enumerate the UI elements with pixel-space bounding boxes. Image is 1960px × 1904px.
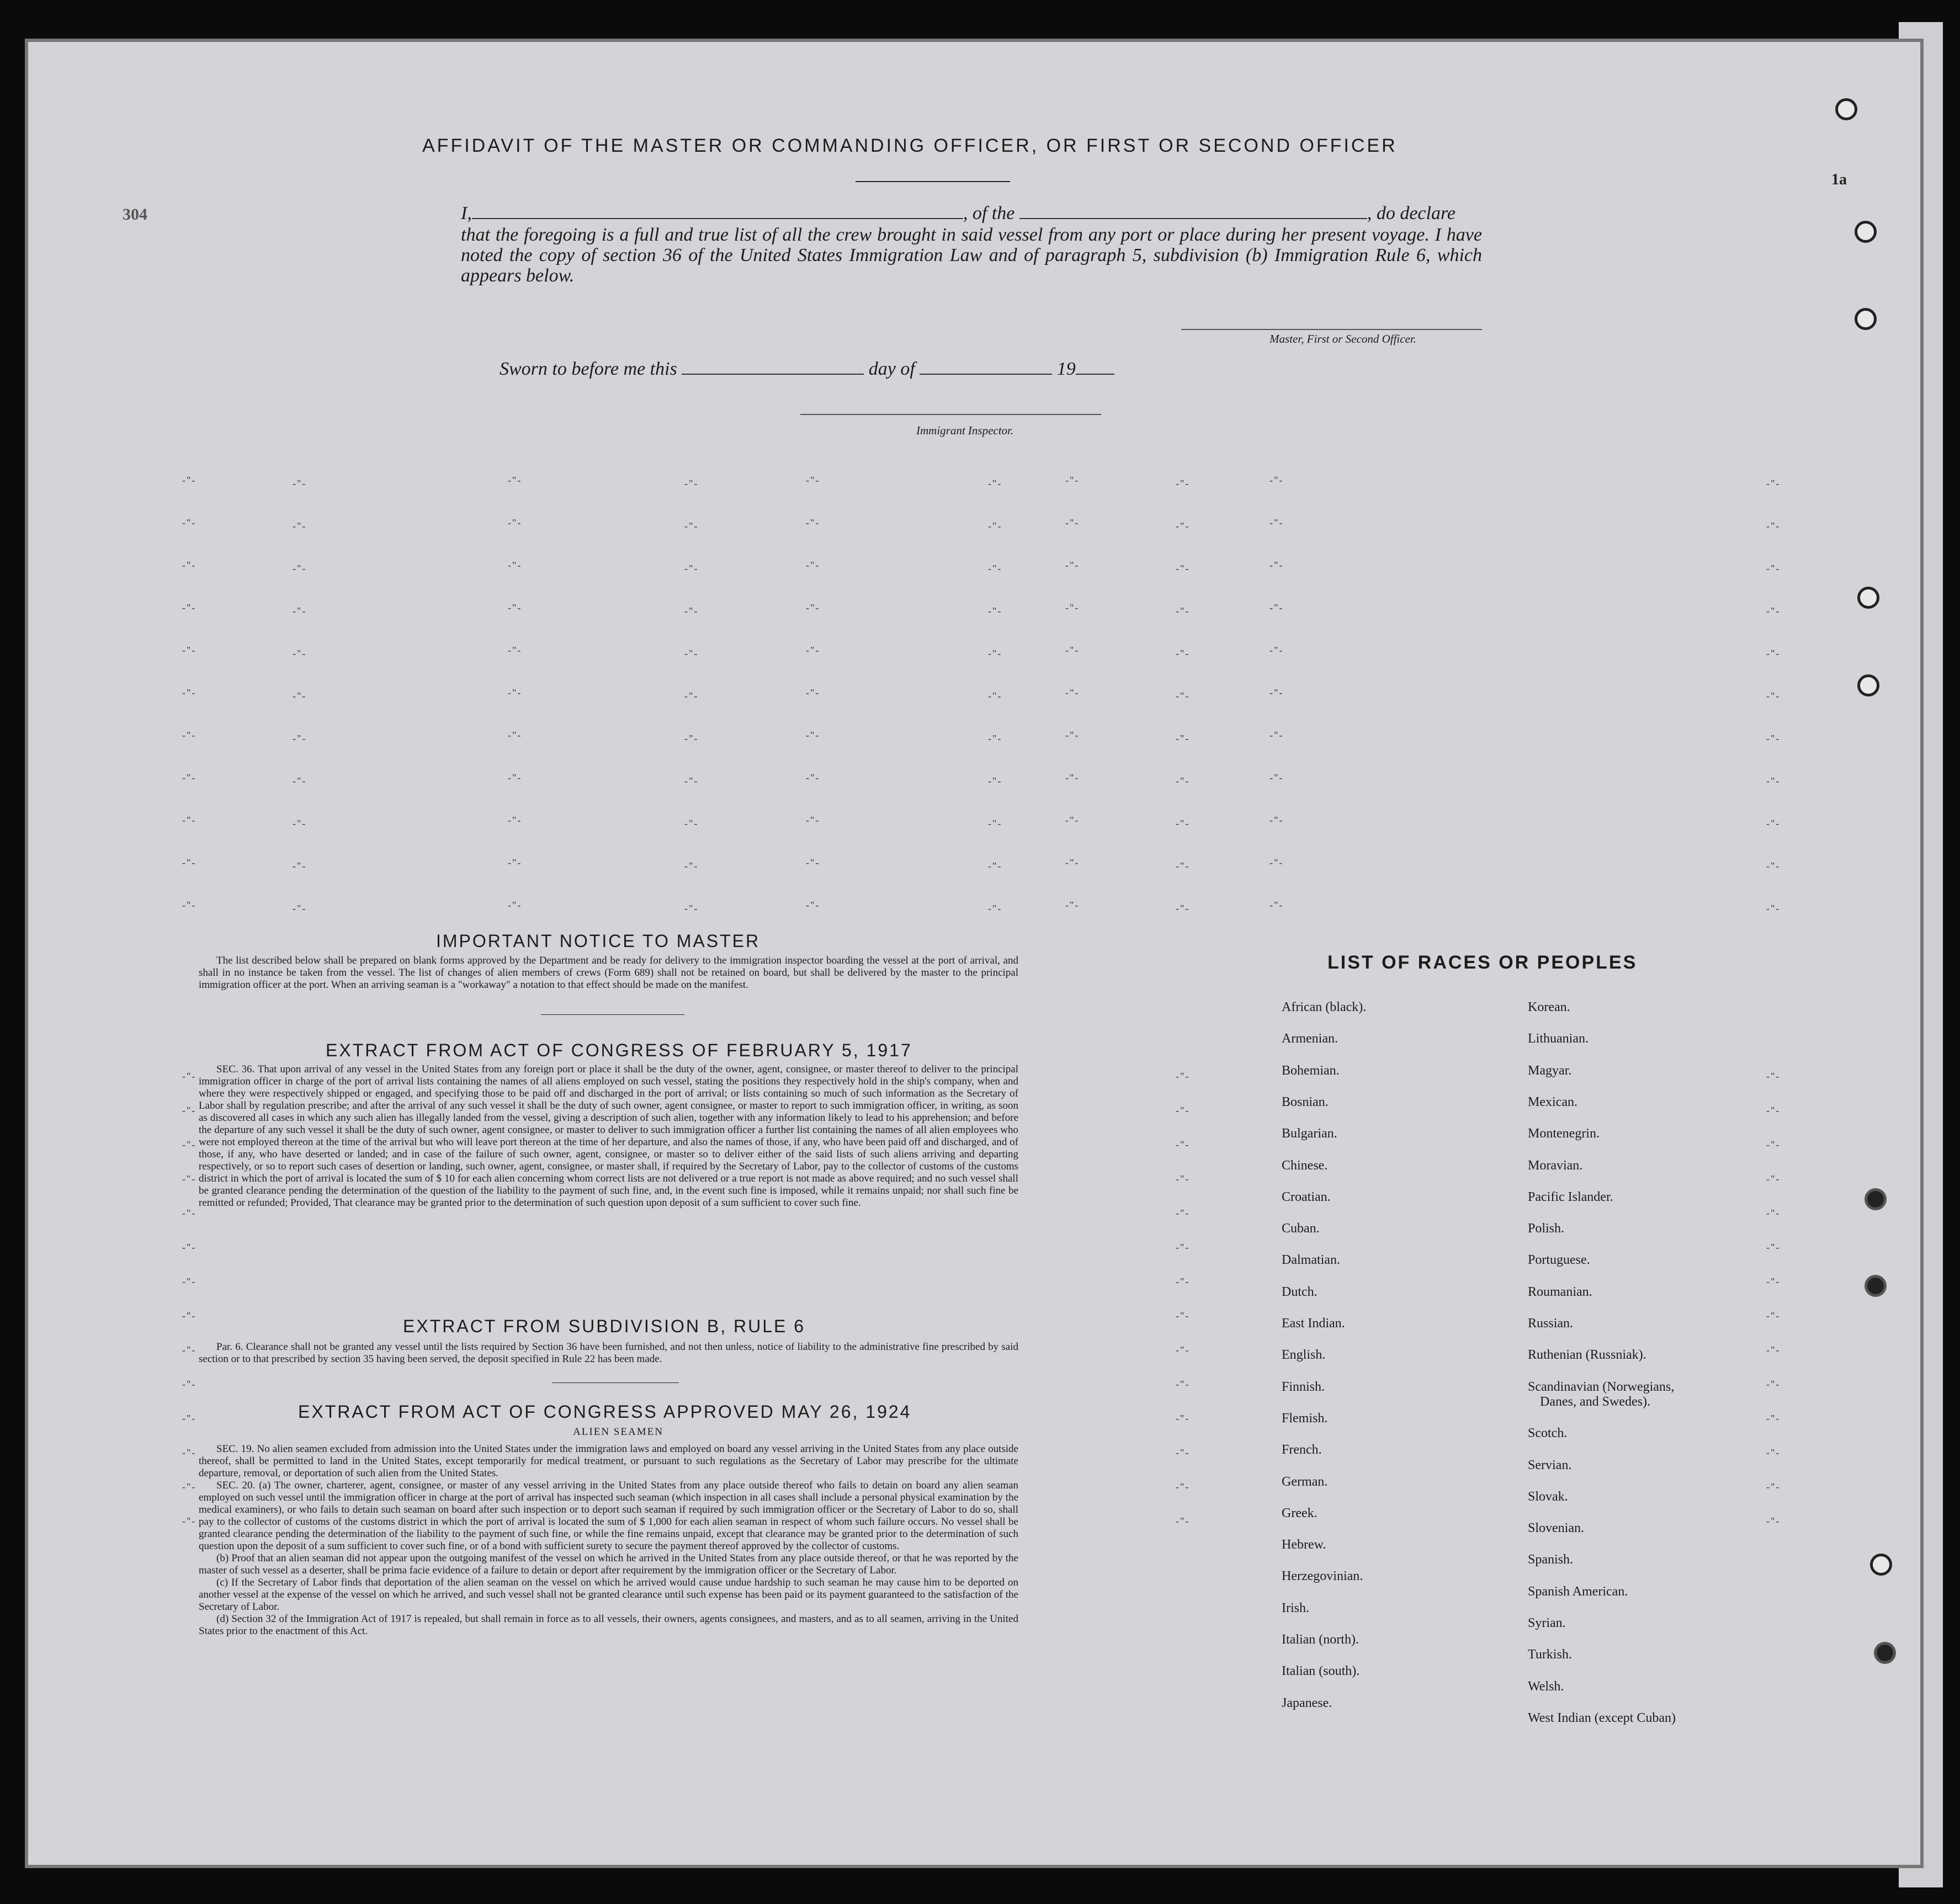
extract-1924-paragraph: (c) If the Secretary of Labor finds that deportation of the alien seaman on the vessel on which he arrived would cause undue hardship to such seaman he may cause him to be deported on another vessel at the expense of the vessel on which he arrived, and such vessel shall not be granted clearance until such expense has been paid or its payment guaranteed to the satisfaction of the Secretary of Labor. (199, 1577, 1018, 1613)
ditto-mark: -"- (988, 903, 1002, 914)
ditto-mark: -"- (1766, 860, 1781, 871)
race-item: Dalmatian. (1282, 1253, 1340, 1268)
ditto-mark: -"- (182, 645, 196, 656)
ditto-mark: -"- (1176, 1105, 1190, 1116)
extract-1917-text (199, 1063, 1018, 1209)
race-item: Scandinavian (Norwegians, (1528, 1379, 1675, 1394)
race-item: Montenegrin. (1528, 1126, 1600, 1141)
ditto-mark: -"- (1176, 860, 1190, 871)
ditto-mark: -"- (508, 687, 522, 698)
extract-1924-paragraph: (b) Proof that an alien seaman did not appear upon the outgoing manifest of the vessel on which he arrived in the United States from any place outside thereof, or that he was reported by the master of such vessel as a deserter, shall be prima facie evidence of a failure to detain or deport after requirement by the immigration officer or the Secretary of Labor. (199, 1552, 1018, 1576)
race-item: Irish. (1282, 1600, 1309, 1615)
ditto-mark: -"- (182, 560, 196, 571)
ditto-mark: -"- (182, 1379, 196, 1390)
ditto-mark: -"- (988, 775, 1002, 786)
ditto-mark: -"- (1176, 1071, 1190, 1082)
ditto-mark: -"- (1766, 648, 1781, 659)
ditto-mark: -"- (1766, 1379, 1781, 1390)
sworn-month-field[interactable] (920, 360, 1052, 375)
ditto-mark: -"- (508, 900, 522, 911)
ditto-mark: -"- (293, 690, 307, 701)
ditto-mark: -"- (1176, 563, 1190, 574)
ditto-mark: -"- (1176, 775, 1190, 786)
ditto-mark: -"- (1176, 1310, 1190, 1321)
ditto-mark: -"- (1270, 517, 1284, 528)
ditto-mark: -"- (684, 478, 699, 489)
ditto-mark: -"- (182, 1276, 196, 1287)
binder-hole (1857, 587, 1879, 609)
race-item: Spanish. (1528, 1552, 1574, 1567)
sworn-line (500, 359, 1114, 380)
signature-label: Master, First or Second Officer. (1270, 332, 1416, 345)
ditto-mark: -"- (1766, 605, 1781, 616)
ditto-mark: -"- (1176, 1413, 1190, 1424)
race-item: Japanese. (1282, 1695, 1332, 1710)
ditto-mark: -"- (806, 730, 820, 741)
ditto-mark: -"- (1270, 900, 1284, 911)
ditto-mark: -"- (1176, 648, 1190, 659)
ditto-mark: -"- (1065, 645, 1080, 656)
ditto-mark: -"- (293, 478, 307, 489)
ditto-mark: -"- (1766, 1481, 1781, 1492)
ditto-mark: -"- (1270, 602, 1284, 613)
race-item: Mexican. (1528, 1094, 1577, 1109)
ditto-mark: -"- (988, 860, 1002, 871)
race-item: German. (1282, 1474, 1328, 1489)
ditto-mark: -"- (1176, 1447, 1190, 1458)
ditto-mark: -"- (1766, 733, 1781, 744)
of-the-text: , of the (963, 203, 1015, 224)
sworn-day-field[interactable] (682, 360, 864, 375)
ditto-mark: -"- (1176, 1515, 1190, 1527)
ditto-mark: -"- (508, 730, 522, 741)
affidavit-title: AFFIDAVIT OF THE MASTER OR COMMANDING OFFICER, OR FIRST OR SECOND OFFICER (422, 135, 1398, 156)
ditto-mark: -"- (1065, 560, 1080, 571)
ditto-mark: -"- (1766, 520, 1781, 531)
ditto-mark: -"- (806, 815, 820, 826)
race-item: Italian (north). (1282, 1632, 1359, 1647)
ditto-mark: -"- (293, 733, 307, 744)
ditto-mark: -"- (684, 520, 699, 531)
ditto-mark: -"- (182, 1139, 196, 1150)
races-title: LIST OF RACES OR PEOPLES (1327, 952, 1638, 973)
race-item: African (black). (1282, 1000, 1367, 1014)
extract-1917-title: EXTRACT FROM ACT OF CONGRESS OF FEBRUARY 5, 1917 (326, 1040, 912, 1060)
ditto-mark: -"- (182, 730, 196, 741)
ditto-mark: -"- (182, 1481, 196, 1492)
ditto-mark: -"- (508, 645, 522, 656)
ditto-mark: -"- (684, 818, 699, 829)
ditto-mark: -"- (1270, 815, 1284, 826)
divider (856, 181, 1010, 182)
race-item: Italian (south). (1282, 1664, 1360, 1679)
ditto-mark: -"- (988, 690, 1002, 701)
declarant-name-field[interactable] (472, 205, 963, 219)
ditto-mark: -"- (1766, 1208, 1781, 1219)
race-item: Danes, and Swedes). (1540, 1394, 1650, 1409)
ditto-mark: -"- (1176, 1344, 1190, 1355)
ditto-mark: -"- (1766, 1173, 1781, 1184)
ditto-mark: -"- (1065, 730, 1080, 741)
declare-text: , do declare (1367, 203, 1456, 224)
binder-hole (1870, 1554, 1892, 1576)
ditto-mark: -"- (1766, 1276, 1781, 1287)
page-number: 304 (123, 205, 147, 224)
ditto-mark: -"- (508, 857, 522, 868)
year-prefix: 19 (1056, 359, 1076, 379)
ditto-mark: -"- (1766, 1344, 1781, 1355)
race-item: Dutch. (1282, 1284, 1318, 1299)
binder-hole (1855, 221, 1877, 243)
race-item: Polish. (1528, 1221, 1565, 1236)
ditto-mark: -"- (182, 1173, 196, 1184)
ditto-mark: -"- (1270, 560, 1284, 571)
ditto-mark: -"- (182, 475, 196, 486)
race-item: Armenian. (1282, 1031, 1338, 1046)
ditto-mark: -"- (1176, 1379, 1190, 1390)
ditto-mark: -"- (293, 648, 307, 659)
ditto-mark: -"- (1176, 1173, 1190, 1184)
binder-hole (1857, 674, 1879, 696)
race-item: Greek. (1282, 1506, 1318, 1520)
extract-rule6-title: EXTRACT FROM SUBDIVISION B, RULE 6 (403, 1316, 806, 1336)
ditto-mark: -"- (1176, 520, 1190, 531)
vessel-name-field[interactable] (1019, 205, 1367, 219)
race-item: Pacific Islander. (1528, 1189, 1613, 1204)
ditto-mark: -"- (1065, 602, 1080, 613)
ditto-mark: -"- (1270, 475, 1284, 486)
ditto-mark: -"- (806, 517, 820, 528)
binder-hole (1835, 98, 1857, 120)
ditto-mark: -"- (806, 645, 820, 656)
race-item: Chinese. (1282, 1158, 1328, 1173)
ditto-mark: -"- (1766, 1242, 1781, 1253)
ditto-mark: -"- (806, 900, 820, 911)
ditto-mark: -"- (1065, 857, 1080, 868)
ditto-mark: -"- (1270, 857, 1284, 868)
ditto-mark: -"- (1176, 478, 1190, 489)
ditto-mark: -"- (1766, 1515, 1781, 1527)
ditto-mark: -"- (806, 602, 820, 613)
sworn-year-field[interactable] (1076, 360, 1114, 375)
extract-1924-paragraph: SEC. 20. (a) The owner, charterer, agent, consignee, or master of any vessel arriving in the United States from any place outside thereof who fails to detain on board any alien seaman employed on such vessel until the immigration officer in charge at the port of arrival has inspected such seaman (which inspection in all cases shall include a personal physical examination by the medical examiners), or who fails to detain such seaman on board after such inspection or to deport such seaman if required by such immigration officer or the Secretary of Labor to do so, shall pay to the collector of customs of the customs district in which the port of arrival is located the sum of $ 1,000 for each alien seaman in respect of whom such failure occurs. No vessel shall be granted clearance pending the determination of the liability to the payment of such fine, or while the fine remains unpaid, except that clearance may be granted prior to the determination of such question upon the deposit of a sum sufficient to cover such fine, or of a bond with sufficient surety to secure the payment thereof approved by the collector of customs. (199, 1480, 1018, 1552)
ditto-mark: -"- (806, 475, 820, 486)
ditto-mark: -"- (684, 648, 699, 659)
ditto-mark: -"- (1176, 1481, 1190, 1492)
ditto-mark: -"- (1766, 1105, 1781, 1116)
race-item: French. (1282, 1443, 1322, 1458)
ditto-mark: -"- (1176, 1276, 1190, 1287)
divider (552, 1382, 679, 1383)
ditto-mark: -"- (182, 1310, 196, 1321)
ditto-mark: -"- (182, 900, 196, 911)
ditto-mark: -"- (988, 478, 1002, 489)
ditto-mark: -"- (293, 775, 307, 786)
race-item: Spanish American. (1528, 1584, 1628, 1599)
ditto-mark: -"- (1270, 687, 1284, 698)
binder-hole (1855, 308, 1877, 330)
race-item: Magyar. (1528, 1063, 1572, 1078)
race-item: Scotch. (1528, 1426, 1568, 1441)
ditto-mark: -"- (1176, 903, 1190, 914)
race-item: Roumanian. (1528, 1284, 1592, 1299)
race-item: Cuban. (1282, 1221, 1320, 1236)
race-item: Ruthenian (Russniak). (1528, 1348, 1646, 1363)
extract-1924-title: EXTRACT FROM ACT OF CONGRESS APPROVED MAY 26, 1924 (298, 1402, 912, 1422)
ditto-mark: -"- (1065, 517, 1080, 528)
notice-text (199, 955, 1018, 991)
notice-title: IMPORTANT NOTICE TO MASTER (436, 931, 761, 951)
race-item: Lithuanian. (1528, 1031, 1589, 1046)
ditto-mark: -"- (1766, 1310, 1781, 1321)
race-item: Croatian. (1282, 1189, 1331, 1204)
extract-1924-paragraph: (d) Section 32 of the Immigration Act of 1917 is repealed, but shall remain in force as to all vessels, their owners, agents consignees, and masters, and as to all seamen, arriving in the United States prior to the enactment of this Act. (199, 1613, 1018, 1637)
race-item: Syrian. (1528, 1616, 1566, 1630)
race-item: Slovak. (1528, 1489, 1568, 1504)
ditto-mark: -"- (988, 605, 1002, 616)
ditto-mark: -"- (1766, 1447, 1781, 1458)
ditto-mark: -"- (293, 605, 307, 616)
declarant-prefix: I, (461, 203, 472, 224)
ditto-mark: -"- (508, 475, 522, 486)
extract-1924-paragraph: SEC. 19. No alien seamen excluded from admission into the United States under the immigration laws and employed on board any vessel arriving in the United States from any place outside thereof, shall be permitted to land in the United States, except temporarily for medical treatment, or pursuant to such regulations as the Secretary of Labor may prescribe for the ultimate departure, removal, or deportation of such alien from the United States. (199, 1443, 1018, 1479)
binder-hole (1874, 1642, 1896, 1664)
ditto-mark: -"- (1766, 1413, 1781, 1424)
ditto-mark: -"- (182, 1105, 196, 1116)
race-item: West Indian (except Cuban) (1528, 1710, 1676, 1725)
race-item: Russian. (1528, 1316, 1574, 1331)
race-item: Finnish. (1282, 1379, 1325, 1394)
binder-hole (1865, 1275, 1887, 1297)
ditto-mark: -"- (684, 690, 699, 701)
ditto-mark: -"- (1176, 733, 1190, 744)
ditto-mark: -"- (1176, 1139, 1190, 1150)
ditto-mark: -"- (684, 860, 699, 871)
ditto-mark: -"- (1766, 690, 1781, 701)
ditto-mark: -"- (182, 1071, 196, 1082)
race-item: Korean. (1528, 1000, 1570, 1014)
ditto-mark: -"- (1766, 563, 1781, 574)
ditto-mark: -"- (1176, 690, 1190, 701)
declaration-line (461, 203, 1456, 224)
ditto-mark: -"- (1176, 1208, 1190, 1219)
declaration-text: that the foregoing is a full and true list of all the crew brought in said vessel from any port or place during her present voyage. I have noted the copy of section 36 of the United States Immigration Law and of paragraph 5, subdivision (b) Immigration Rule 6, which appears below. (461, 225, 1482, 286)
extract-1924-subtitle: ALIEN SEAMEN (573, 1426, 663, 1438)
sworn-text: Sworn to before me this (500, 359, 677, 379)
ditto-mark: -"- (182, 1208, 196, 1219)
extract-rule6-text (199, 1341, 1018, 1365)
ditto-mark: -"- (293, 860, 307, 871)
race-item: Portuguese. (1528, 1253, 1590, 1268)
ditto-mark: -"- (684, 605, 699, 616)
ditto-mark: -"- (293, 563, 307, 574)
ditto-mark: -"- (182, 1413, 196, 1424)
ditto-mark: -"- (182, 1344, 196, 1355)
edge-label: 1a (1831, 171, 1847, 188)
ditto-mark: -"- (182, 1242, 196, 1253)
ditto-mark: -"- (1065, 687, 1080, 698)
ditto-mark: -"- (806, 560, 820, 571)
ditto-mark: -"- (1766, 775, 1781, 786)
ditto-mark: -"- (988, 563, 1002, 574)
ditto-mark: -"- (988, 520, 1002, 531)
ditto-mark: -"- (182, 1515, 196, 1527)
day-of-text: day of (868, 359, 915, 379)
inspector-signature-line[interactable] (800, 414, 1101, 415)
ditto-mark: -"- (1176, 605, 1190, 616)
ditto-mark: -"- (1766, 1139, 1781, 1150)
ditto-mark: -"- (1065, 900, 1080, 911)
ditto-mark: -"- (806, 772, 820, 783)
ditto-mark: -"- (1065, 815, 1080, 826)
race-item: English. (1282, 1348, 1326, 1363)
ditto-mark: -"- (1065, 772, 1080, 783)
ditto-mark: -"- (988, 818, 1002, 829)
race-item: Herzegovinian. (1282, 1569, 1363, 1584)
race-item: Moravian. (1528, 1158, 1583, 1173)
ditto-mark: -"- (684, 563, 699, 574)
ditto-mark: -"- (684, 733, 699, 744)
binder-hole (1865, 1188, 1887, 1210)
ditto-mark: -"- (182, 815, 196, 826)
race-item: Bosnian. (1282, 1094, 1329, 1109)
race-item: Welsh. (1528, 1679, 1564, 1694)
ditto-mark: -"- (1766, 478, 1781, 489)
inspector-label: Immigrant Inspector. (916, 424, 1014, 437)
race-item: East Indian. (1282, 1316, 1345, 1331)
ditto-mark: -"- (988, 648, 1002, 659)
ditto-mark: -"- (1270, 772, 1284, 783)
extract-1924-text (199, 1443, 1018, 1637)
notice-paragraph: The list described below shall be prepared on blank forms approved by the Department and be ready for delivery to the immigration inspector boarding the vessel at the port of arrival, and shall in no instance be taken from the vessel. The list of changes of alien members of crews (Form 689) shall not be retained on board, but shall be delivered by the master to the principal immigration officer at the port. When an arriving seaman is a "workaway" a notation to that effect should be made on the manifest. (199, 955, 1018, 991)
ditto-mark: -"- (1176, 818, 1190, 829)
signature-line[interactable] (1181, 329, 1482, 330)
ditto-mark: -"- (988, 733, 1002, 744)
race-item: Flemish. (1282, 1411, 1328, 1426)
divider (541, 1014, 684, 1015)
race-item: Servian. (1528, 1458, 1572, 1472)
race-item: Hebrew. (1282, 1538, 1326, 1552)
race-item: Bulgarian. (1282, 1126, 1337, 1141)
ditto-mark: -"- (1270, 645, 1284, 656)
ditto-mark: -"- (508, 517, 522, 528)
ditto-mark: -"- (182, 857, 196, 868)
ditto-mark: -"- (1766, 1071, 1781, 1082)
ditto-mark: -"- (806, 687, 820, 698)
extract-1917-paragraph: SEC. 36. That upon arrival of any vessel in the United States from any foreign port or place it shall be the duty of the owner, agent, consignee, or master thereof to deliver to the principal immigration officer in charge of the port of arrival lists containing the names of all aliens employed on such vessel, stating the positions they respectively hold in the ship's company, when and where they were respectively shipped or engaged, and specifying those to be paid off and discharged in the port of arrival; or lists containing so much of such information as the Secretary of Labor shall by regulation prescribe; and after the arrival of any such vessel it shall be the duty of such owner, agent consignee, or master to report to such immigration officer, in writing, as soon as discovered all cases in which any such alien has illegally landed from the vessel, giving a description of such alien, together with any information likely to lead to his apprehension; and before the departure of any such vessel it shall be the duty of such owner, agent consignee, or master to deliver to such immigration officer a further list containing the names of all alien employees who were not employed thereon at the time of the arrival but who will leave port thereon at the time of her departure, and also the names of those, if any, who have been paid off and discharged, and of those, if any, who have deserted or landed; and in case of the failure of such owner, agent, consignee, or master so to deliver either of the said lists of such aliens arriving and departing respectively, or so to report such cases of desertion or landing, such owner, agent, consignee, or master shall, if required by the Secretary of Labor, pay to the collector of customs of the customs district in which the port of arrival is located the sum of $ 10 for each alien concerning whom correct lists are not delivered or a true report is not made as above required; and no such vessel shall be granted clearance pending the determination of the question of the liability to the payment of such fine, and, in the event such fine is imposed, while it remains unpaid; nor shall such fine be remitted or refunded; Provided, That clearance may be granted prior to the determination of such question upon deposit of a sum sufficient to cover such fine. (199, 1063, 1018, 1209)
ditto-mark: -"- (508, 772, 522, 783)
ditto-mark: -"- (508, 560, 522, 571)
race-item: Bohemian. (1282, 1063, 1340, 1078)
ditto-mark: -"- (182, 1447, 196, 1458)
ditto-mark: -"- (1766, 903, 1781, 914)
ditto-mark: -"- (508, 602, 522, 613)
ditto-mark: -"- (182, 602, 196, 613)
ditto-mark: -"- (182, 772, 196, 783)
extract-rule6-paragraph: Par. 6. Clearance shall not be granted any vessel until the lists required by Section 36 have been furnished, and not then unless, notice of liability to the administrative fine prescribed by said section or to that prescribed by section 35 having been served, the deposit specified in Rule 22 has been made. (199, 1341, 1018, 1365)
ditto-mark: -"- (1176, 1242, 1190, 1253)
ditto-mark: -"- (684, 903, 699, 914)
ditto-mark: -"- (1065, 475, 1080, 486)
race-item: Turkish. (1528, 1647, 1572, 1662)
ditto-mark: -"- (293, 903, 307, 914)
ditto-mark: -"- (508, 815, 522, 826)
ditto-mark: -"- (182, 517, 196, 528)
ditto-mark: -"- (684, 775, 699, 786)
ditto-mark: -"- (293, 520, 307, 531)
ditto-mark: -"- (293, 818, 307, 829)
ditto-mark: -"- (182, 687, 196, 698)
ditto-mark: -"- (1270, 730, 1284, 741)
ditto-mark: -"- (806, 857, 820, 868)
race-item: Slovenian. (1528, 1521, 1584, 1536)
ditto-mark: -"- (1766, 818, 1781, 829)
